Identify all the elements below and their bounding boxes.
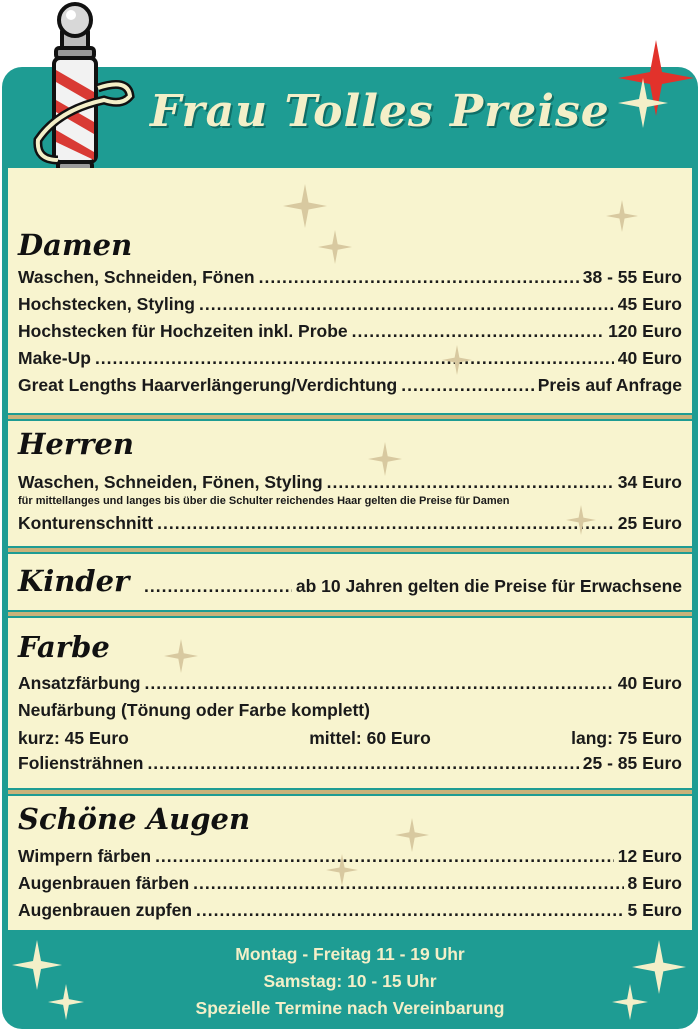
item-price: 38 - 55 Euro: [582, 267, 682, 287]
price-row: [18, 265, 682, 289]
item-price: 40 Euro: [617, 348, 682, 368]
farbe-heading: Farbe: [18, 630, 110, 664]
price-row: [18, 292, 682, 316]
item-price: 5 Euro: [627, 900, 682, 920]
divider: [8, 413, 692, 421]
price-row: [18, 346, 682, 370]
price-row: [18, 470, 682, 494]
divider: [8, 610, 692, 618]
sparkle-star-icon: [318, 230, 352, 264]
sparkle-star-icon: [442, 345, 472, 375]
sparkle-star-icon: [283, 184, 327, 228]
barber-pole-icon: [18, 0, 138, 190]
length-prices: [18, 728, 682, 749]
item-price: 120 Euro: [608, 321, 682, 341]
item-label: Great Lengths Haarverlängerung/Verdichtung: [18, 375, 398, 395]
price-row: [18, 319, 682, 343]
item-label: Waschen, Schneiden, Fönen, Styling: [18, 472, 323, 492]
item-label: Hochstecken für Hochzeiten inkl. Probe: [18, 321, 348, 341]
divider: [8, 546, 692, 554]
item-label: Neufärbung (Tönung oder Farbe komplett): [18, 700, 370, 720]
item-label: Make-Up: [18, 348, 91, 368]
price-row: [18, 751, 682, 775]
sparkle-star-icon: [326, 854, 358, 886]
neufaerbung-label: [18, 698, 682, 722]
herren-heading: Herren: [18, 427, 134, 461]
farbe-panel: [8, 618, 692, 788]
opening-hours-weekdays: Montag - Freitag 11 - 19 Uhr: [235, 944, 465, 964]
augen-heading: Schöne Augen: [18, 802, 251, 836]
item-label: Wimpern färben: [18, 846, 152, 866]
kinder-heading: Kinder: [18, 564, 130, 598]
price-kurz: kurz: 45 Euro: [18, 728, 129, 748]
sparkle-star-icon: [395, 818, 429, 852]
sparkle-star-icon: [618, 78, 668, 128]
damen-panel: [8, 168, 692, 413]
price-row: [18, 898, 682, 922]
item-label: Foliensträhnen: [18, 753, 144, 773]
item-price: 40 Euro: [617, 673, 682, 693]
damen-heading: Damen: [18, 228, 133, 262]
price-row: [18, 373, 682, 397]
item-price: 8 Euro: [627, 873, 682, 893]
special-appointments: Spezielle Termine nach Vereinbarung: [195, 998, 505, 1018]
item-price: 25 Euro: [617, 513, 682, 533]
sparkle-star-icon: [612, 984, 648, 1020]
opening-hours-saturday: Samstag: 10 - 15 Uhr: [263, 971, 437, 991]
page-title: Frau Tolles Preise: [150, 86, 610, 137]
sparkle-star-icon: [48, 984, 84, 1020]
item-price: 25 - 85 Euro: [582, 753, 682, 773]
herren-note: für mittellanges und langes bis über die Schulter reichendes Haar gelten die Preise für Damen: [18, 495, 510, 507]
item-label: Augenbrauen färben: [18, 873, 190, 893]
price-lang: lang: 75 Euro: [571, 728, 682, 748]
kinder-row: [140, 574, 682, 598]
item-price: 45 Euro: [617, 294, 682, 314]
item-price: Preis auf Anfrage: [537, 375, 682, 395]
sparkle-star-icon: [566, 505, 596, 535]
item-label: Hochstecken, Styling: [18, 294, 195, 314]
sparkle-star-icon: [606, 200, 638, 232]
sparkle-star-icon: [164, 639, 198, 673]
item-price: 34 Euro: [617, 472, 682, 492]
item-label: Ansatzfärbung: [18, 673, 141, 693]
item-label: Konturenschnitt: [18, 513, 154, 533]
item-label: Augenbrauen zupfen: [18, 900, 193, 920]
divider: [8, 788, 692, 796]
price-mittel: mittel: 60 Euro: [309, 728, 431, 748]
item-price: 12 Euro: [617, 846, 682, 866]
kinder-text: ab 10 Jahren gelten die Preise für Erwachsene: [295, 576, 682, 596]
kinder-panel: [8, 554, 692, 610]
price-row: [18, 671, 682, 695]
item-label: Waschen, Schneiden, Fönen: [18, 267, 255, 287]
sparkle-star-icon: [12, 940, 62, 990]
sparkle-star-icon: [368, 442, 402, 476]
